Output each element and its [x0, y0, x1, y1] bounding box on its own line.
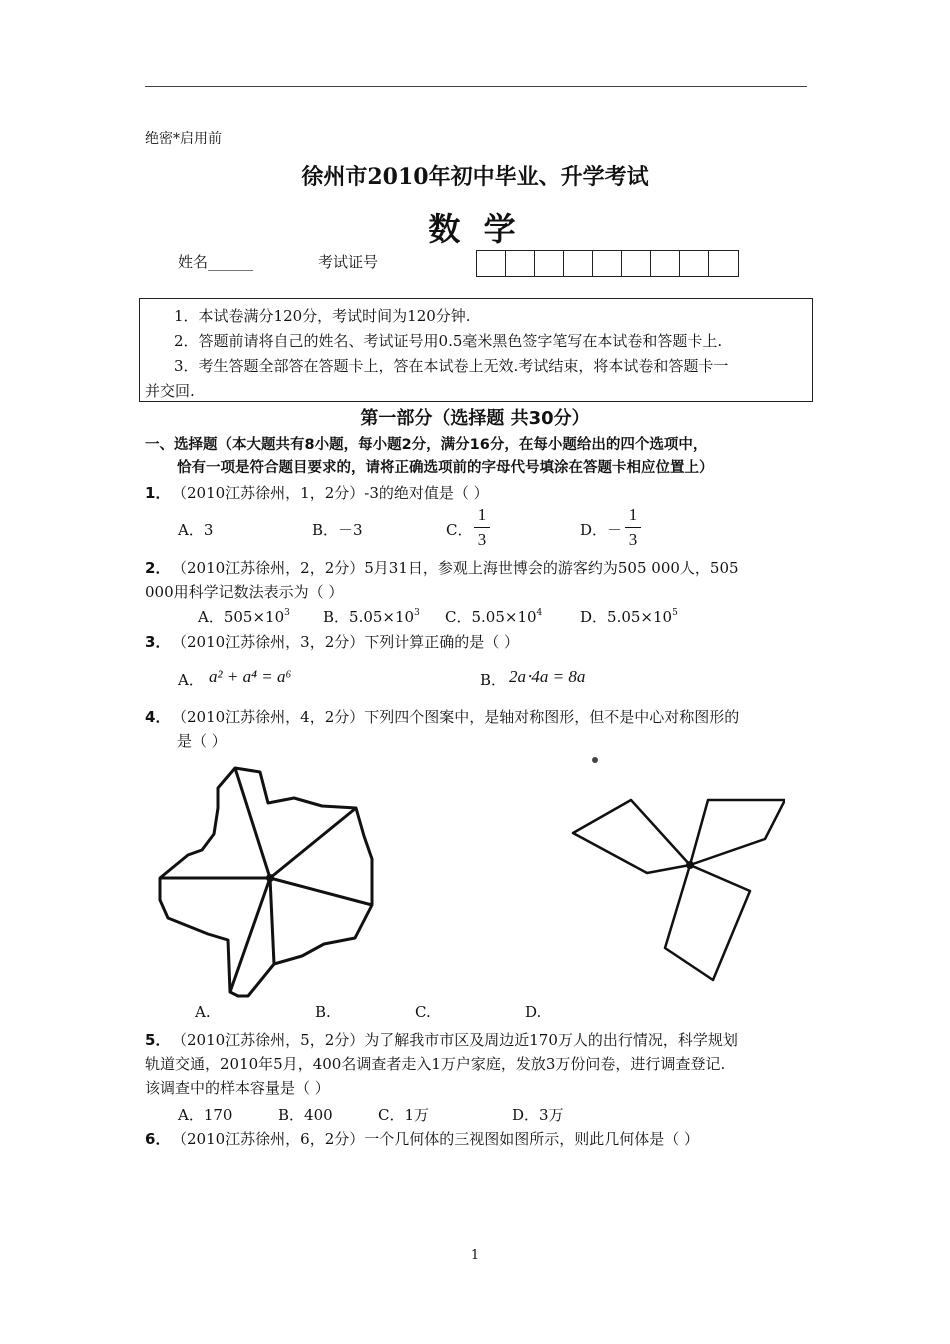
q5-option-a: A．170 — [178, 1106, 233, 1124]
q5-stem-1: （2010江苏徐州，5，2分）为了解我市市区及周边近170万人的出行情况，科学规划 — [172, 1031, 738, 1049]
q1-number: 1． — [145, 484, 171, 502]
q5-stem-2: 轨道交通，2010年5月，400名调查者走入1万户家庭，发放3万份问卷，进行调查登记. — [145, 1055, 726, 1073]
q3-option-b: B． — [480, 671, 507, 689]
name-field-label: 姓名______ — [178, 253, 254, 271]
q1-option-d: D．－ — [580, 521, 623, 539]
q4-figure-three-rhombi — [565, 755, 785, 1005]
part1-title: 第一部分（选择题 共30分） — [360, 408, 590, 429]
q2-option-d: D．$5.05\times 10^5$ — [580, 608, 678, 626]
q1-stem: （2010江苏徐州，1，2分）-3的绝对值是（ ） — [172, 484, 489, 502]
q1-option-c: C． — [446, 521, 473, 539]
q3-option-a-expr: a² + a⁴ = a⁶ — [209, 667, 292, 686]
exam-id-label: 考试证号 — [318, 253, 379, 271]
notice-line-1: 1．本试卷满分120分，考试时间为120分钟. — [174, 307, 471, 325]
q4-label-a: A. — [195, 1003, 211, 1021]
q1-c-fraction: 1 3 — [474, 505, 490, 550]
section-instructions-1: 一、选择题（本大题共有8小题，每小题2分，满分16分，在每小题给出的四个选项中， — [145, 437, 708, 453]
q5-option-c: C．1万 — [378, 1106, 430, 1124]
notice-line-3: 3．考生答题全部答在答题卡上，答在本试卷上无效.考试结束，将本试卷和答题卡一 — [174, 357, 729, 375]
q4-figure-pinwheel — [150, 760, 390, 1005]
q4-number: 4． — [145, 708, 171, 726]
q2-option-a: A．$505\times 10^3$ — [198, 608, 290, 626]
section-instructions-2: 恰有一项是符合题目要求的，请将正确选项前的字母代号填涂在答题卡相应位置上） — [177, 460, 714, 476]
q4-stem-2: 是（ ） — [177, 732, 227, 750]
q5-stem-3: 该调查中的样本容量是（ ） — [145, 1079, 330, 1097]
q1-d-fraction: 1 3 — [625, 505, 641, 550]
q3-option-a: A． — [178, 671, 204, 689]
exam-title: 徐州市2010年初中毕业、升学考试 — [301, 164, 649, 190]
q4-label-d: D. — [525, 1003, 542, 1021]
q5-number: 5． — [145, 1031, 171, 1049]
q5-option-b: B．400 — [278, 1106, 333, 1124]
header-rule — [145, 86, 807, 87]
q3-stem: （2010江苏徐州，3，2分）下列计算正确的是（ ） — [172, 633, 520, 651]
subject-title: 数 学 — [428, 210, 522, 248]
q6-number: 6． — [145, 1130, 171, 1148]
notice-line-2: 2．答题前请将自己的姓名、考试证号用0.5毫米黑色签字笔写在本试卷和答题卡上. — [174, 332, 723, 350]
q6-stem: （2010江苏徐州，6，2分）一个几何体的三视图如图所示，则此几何体是（ ） — [172, 1130, 700, 1148]
page-number: 1 — [470, 1248, 480, 1263]
q2-stem-1: （2010江苏徐州，2，2分）5月31日，参观上海世博会的游客约为505 000人，505 — [172, 559, 739, 577]
q2-option-b: B．$5.05\times 10^3$ — [323, 608, 420, 626]
q1-option-a: A．3 — [178, 521, 214, 539]
q5-option-d: D．3万 — [512, 1106, 564, 1124]
secret-label: 绝密*启用前 — [145, 131, 222, 147]
q2-stem-2: 000用科学记数法表示为（ ） — [145, 583, 344, 601]
exam-id-boxes — [476, 250, 739, 277]
q2-number: 2． — [145, 559, 171, 577]
q4-label-c: C. — [415, 1003, 431, 1021]
q3-option-b-expr: 2a⋅4a = 8a — [509, 667, 586, 686]
q3-number: 3． — [145, 633, 171, 651]
q4-stem-1: （2010江苏徐州，4，2分）下列四个图案中，是轴对称图形，但不是中心对称图形的 — [172, 708, 740, 726]
notice-line-4: 并交回. — [145, 382, 195, 400]
q2-option-c: C．$5.05\times 10^4$ — [445, 608, 543, 626]
q4-label-b: B. — [315, 1003, 331, 1021]
q1-option-b: B．－3 — [312, 521, 363, 539]
